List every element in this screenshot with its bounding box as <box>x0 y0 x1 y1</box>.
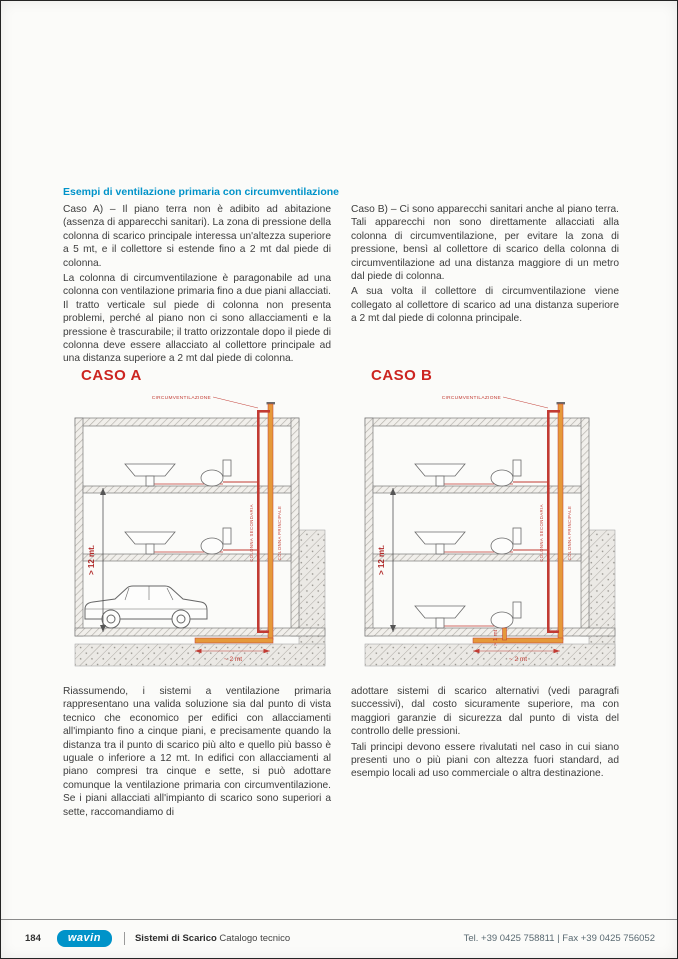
circumventilazione-label: CIRCUMVENTILAZIONE <box>441 396 501 401</box>
footer-product-bold: Sistemi di Scarico <box>134 932 217 944</box>
building-structure <box>365 418 615 636</box>
diagrams-row <box>63 367 619 670</box>
caso-a-drawing <box>63 388 329 670</box>
page-number: 184 <box>25 932 41 944</box>
sanitary-fixtures <box>415 460 547 628</box>
dist-2mt-label: ~ 2 mt <box>223 656 243 663</box>
summary-right-paragraph-1: adottare sistemi di scarico alternativi (vedi paragrafi successivi), dal costo sicuramente superiore, ma con maggiori garanzie di sicurezza dal punto di vista del controllo delle pressioni. <box>351 686 619 738</box>
section-heading: Esempi di ventilazione primaria con circumventilazione <box>63 186 339 198</box>
footer-rule <box>1 919 678 920</box>
intro-right-paragraph-1: Caso B) – Ci sono apparecchi sanitari anche al piano terra. Tali apparecchi non sono direttamente allacciati alla colonna di circumventilazione, per evitare la zona di pressione, bensì al collettore di scarico della colonna di circumventilazione ad una distanza maggiore di un metro dal piede di colonna. <box>351 204 619 283</box>
dist-1mt-label: > 1 mt <box>493 629 499 647</box>
colonna-secondaria-label: COLONNA SECONDARIA <box>249 504 254 562</box>
circumventilazione-label: CIRCUMVENTILAZIONE <box>151 396 211 401</box>
earth-ground <box>75 530 325 666</box>
height-label: > 12 mt. <box>377 544 386 576</box>
summary-right-paragraph-2: Tali principi devono essere rivalutati nel caso in cui siano presenti uno o più piani con altezza fuori standard, ad esempio locali ad uso commerciale o altra destinazione. <box>351 741 619 780</box>
footer-product <box>135 933 290 944</box>
colonna-principale-label: COLONNA PRINCIPALE <box>277 505 282 561</box>
summary-right-column <box>351 685 619 819</box>
footer-contact: Tel. +39 0425 758811 | Fax +39 0425 756052 <box>463 932 655 944</box>
circumventilazione-callout <box>152 395 258 408</box>
intro-right-column <box>351 203 619 366</box>
caso-a-title: CASO A <box>81 367 142 384</box>
intro-text-block <box>63 203 619 366</box>
earth-ground <box>365 530 615 666</box>
column-labels <box>249 504 282 562</box>
sanitary-fixtures <box>125 460 257 554</box>
summary-text-block <box>63 685 619 819</box>
colonna-principale-label: COLONNA PRINCIPALE <box>567 505 572 561</box>
column-labels <box>539 504 572 562</box>
diagram-caso-a <box>63 367 329 670</box>
caso-b-drawing <box>353 388 619 670</box>
caso-b-title: CASO B <box>371 367 433 384</box>
intro-left-column <box>63 203 331 366</box>
summary-left-paragraph: Riassumendo, i sistemi a ventilazione primaria rappresentano una valida soluzione sia dal punto di vista tecnico che economico per edifici con allacciamenti all'impianto fino a cinque piani, e precisamente quando la distanza tra il punto di scarico più alto e quello più basso è uguale o inferiore a 12 mt. In edifici con allacciamenti al piano compresi tra cinque e sette, si può adottare comunque la ventilazione primaria con circumventilazione. Se i piani allacciati all'impianto di scarico sono superiori a sette, raccomandiamo di <box>63 686 331 818</box>
footer-product-normal: Catalogo tecnico <box>219 932 291 944</box>
page-footer <box>1 925 678 951</box>
colonna-secondaria-label: COLONNA SECONDARIA <box>539 504 544 562</box>
height-label: > 12 mt. <box>87 544 96 576</box>
dist-2mt-label: ~ 2 mt <box>508 656 528 663</box>
diagram-caso-b <box>353 367 619 670</box>
footer-divider <box>124 932 125 945</box>
wavin-logo: wavin <box>57 930 112 947</box>
intro-right-paragraph-2: A sua volta il collettore di circumventilazione viene collegato al collettore di scarico ad una distanza superiore a 2 mt dal piede di colonna principale. <box>351 286 619 325</box>
intro-left-paragraph-2: La colonna di circumventilazione è paragonabile ad una colonna con ventilazione primaria fino a due piani allacciati. Il tratto verticale sul piede di colonna non presenta problemi, perché al piano non ci sono allacciamenti e la pressione è trascurabile; il tratto orizzontale dopo il piede di colonna deve essere allacciato al collettore principale ad una distanza superiore a 2 mt dal piede di colonna. <box>63 273 331 365</box>
summary-left-column <box>63 685 331 819</box>
intro-left-paragraph-1: Caso A) – Il piano terra non è adibito ad abitazione (assenza di apparecchi sanitari). La zona di pressione della colonna di scarico principale interessa un'altezza superiore a 5 mt, e il collettore si estende fino a 2 mt dal piede di colonna. <box>63 204 331 269</box>
ground-connection-dimension <box>493 629 499 646</box>
circumventilazione-callout <box>442 395 548 408</box>
